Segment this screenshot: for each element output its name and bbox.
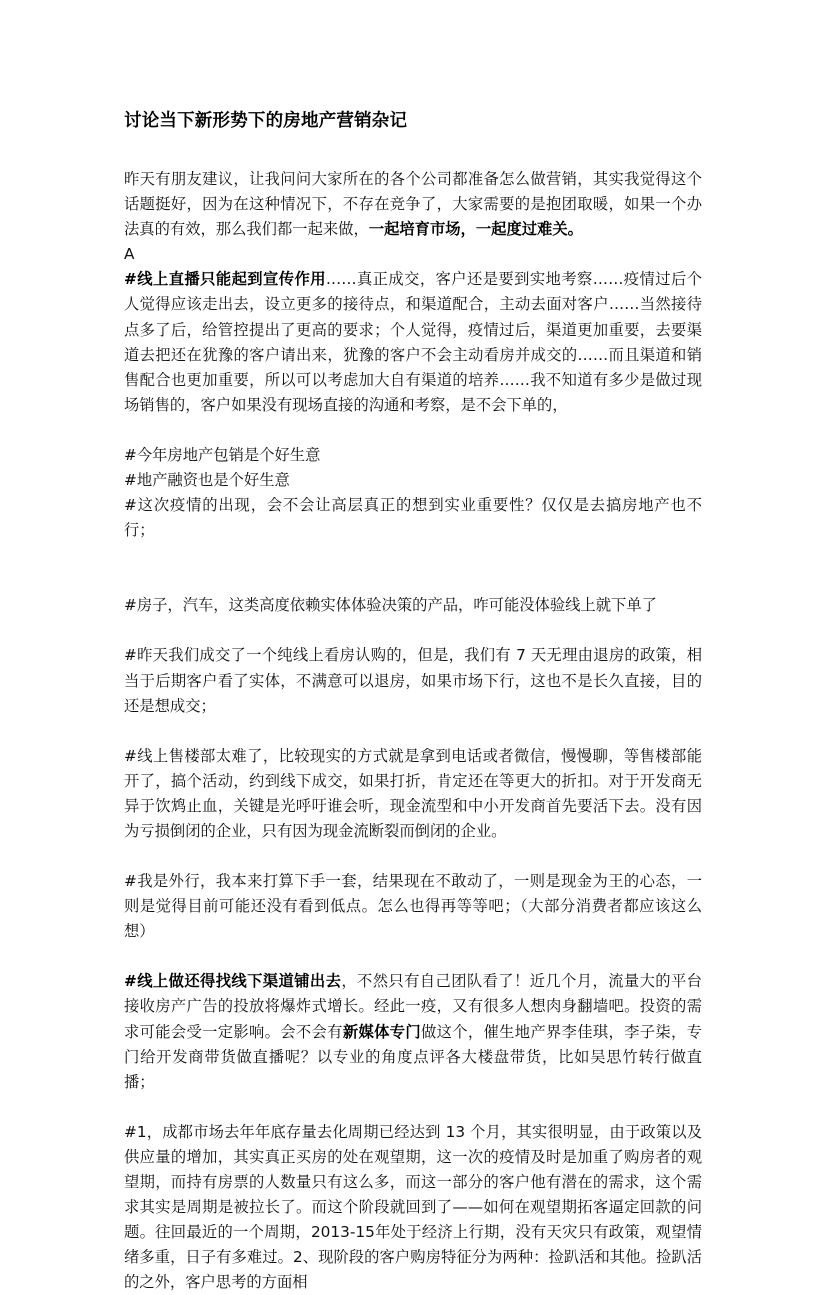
text-run: #今年房地产包销是个好生意 [124, 445, 321, 464]
paragraph-intro [124, 167, 702, 242]
text-run: #这次疫情的出现，会不会让高层真正的想到实业重要性？仅仅是去搞房地产也不行； [124, 496, 702, 540]
text-run: 做这个，催生地产界李佳琪，李子柒，专门给开发商带货做直播呢？以专业的角度点评各大楼盘带货，比如吴思竹转行做直播； [124, 1022, 702, 1091]
text-run: #1，成都市场去年年底存量去化周期已经达到 13 个月，其实很明显，由于政策以及供应量的增加，其实真正买房的处在观望期，这一次的疫情及时是加重了购房者的观望期，而持有房票的人数量只有这么多，而这一部分的客户他有潜在的需求，这个需求其实是周期是被拉长了。而这个阶段就回到了——如何在观望期拓客逼定回款的问题。往回最近的一个周期，2013-15年处于经济上行期，没有天灾只有政策，观望情绪多重，日子有多难过。2、现阶段的客户购房特征分为两种：捡趴活和其他。捡趴活的之外，客户思考的方面相 [124, 1122, 702, 1292]
paragraph-hash-yiqing [124, 493, 702, 543]
paragraph-spacer [124, 618, 702, 643]
paragraph-marker-a [124, 242, 702, 267]
paragraph-spacer [124, 1095, 702, 1120]
text-run: A [124, 245, 135, 264]
paragraph-live-stream [124, 267, 702, 418]
paragraph-spacer [124, 719, 702, 744]
text-run: #房子，汽车，这类高度依赖实体体验决策的产品，咋可能没体验线上就下单了 [124, 596, 657, 615]
paragraph-spacer [124, 543, 702, 593]
paragraph-hash-fangzi-qiche [124, 593, 702, 618]
document-content [124, 108, 702, 1295]
text-run-emphasis: #线上做还得找线下渠道铺出去 [124, 972, 342, 991]
text-run-emphasis: #线上直播只能起到宣传作用 [124, 270, 326, 289]
text-run-emphasis: 一起培育市场，一起度过难关。 [368, 220, 583, 239]
text-run: #地产融资也是个好生意 [124, 471, 290, 490]
text-run: 昨天有朋友建议，让我问问大家所在的各个公司都准备怎么做营销，其实我觉得这个话题挺好，因为在这种情况下，不存在竞争了，大家需要的是抱团取暖，如果一个办法真的有效，那么我们都一起来做， [124, 170, 702, 239]
paragraph-hash-rongzi [124, 468, 702, 493]
paragraph-hash-xianxia-qudao [124, 969, 702, 1094]
paragraph-hash-shoulou [124, 744, 702, 844]
text-run-emphasis: 新媒体专门 [342, 1022, 421, 1041]
paragraph-spacer [124, 844, 702, 869]
paragraph-hash-chengdu [124, 1120, 702, 1295]
text-run: #线上售楼部太难了，比较现实的方式就是拿到电话或者微信，慢慢聊，等售楼部能开了，搞个活动，约到线下成交，如果打折，肯定还在等更大的折扣。对于开发商无异于饮鸩止血，关键是光呼吁谁会听，现金流型和中小开发商首先要活下去。没有因为亏损倒闭的企业，只有因为现金流断裂而倒闭的企业。 [124, 746, 702, 840]
paragraph-hash-baoxiao [124, 443, 702, 468]
text-run: ，不然只有自己团队看了！近几个月，流量大的平台接收房产广告的投放将爆炸式增长。经此一疫，又有很多人想肉身翻墙吧。投资的需求可能会受一定影响。会不会有 [124, 972, 702, 1041]
paragraph-spacer [124, 418, 702, 443]
document-body [124, 167, 702, 1295]
paragraph-spacer [124, 944, 702, 969]
text-run: #我是外行，我本来打算下手一套，结果现在不敢动了，一则是现金为王的心态，一则是觉得目前可能还没有看到低点。怎么也得再等等吧；（大部分消费者都应该这么想） [124, 872, 702, 941]
text-run: ……真正成交，客户还是要到实地考察……疫情过后个人觉得应该走出去，设立更多的接待点，和渠道配合，主动去面对客户……当然接待点多了后，给管控提出了更高的要求；个人觉得，疫情过后，渠道更加重要，去要渠道去把还在犹豫的客户请出来，犹豫的客户不会主动看房并成交的……而且渠道和销售配合也更加重要，所以可以考虑加大自有渠道的培养……我不知道有多少是做过现场销售的，客户如果没有现场直接的沟通和考察，是不会下单的， [124, 270, 702, 414]
text-run: #昨天我们成交了一个纯线上看房认购的，但是，我们有 7 天无理由退房的政策，相当于后期客户看了实体，不满意可以退房，如果市场下行，这也不是长久直接，目的还是想成交； [124, 646, 702, 715]
paragraph-hash-waihang [124, 869, 702, 944]
page-title: 讨论当下新形势下的房地产营销杂记 [124, 111, 408, 131]
paragraph-hash-zuotian [124, 643, 702, 718]
